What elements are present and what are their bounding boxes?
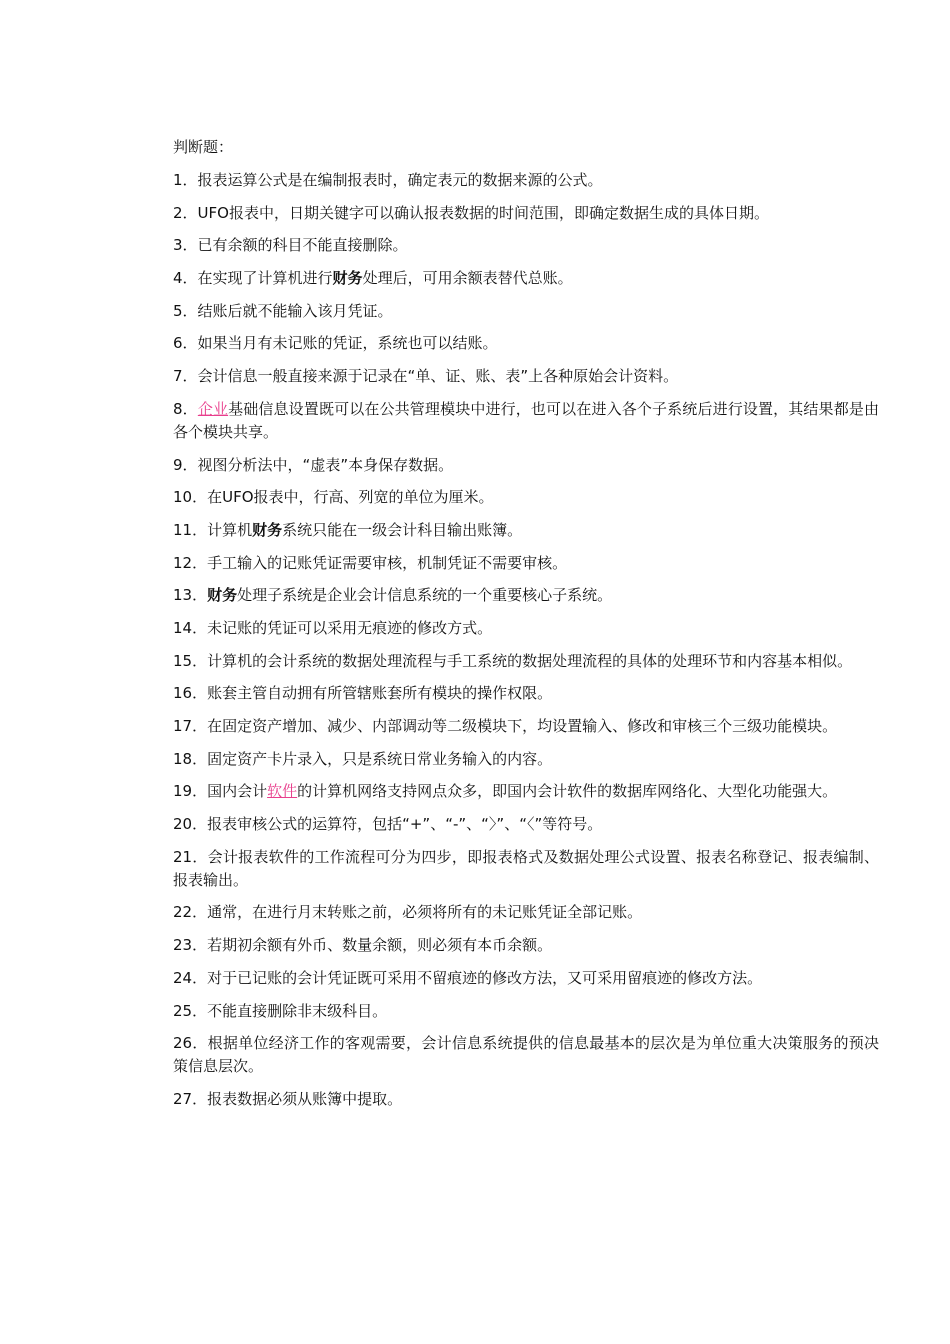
question-item: [173, 267, 879, 290]
question-text: 4．在实现了计算机进行: [173, 269, 333, 288]
question-text: 26．根据单位经济工作的客观需要，会计信息系统提供的信息最基本的层次是为单位重大决策服务的预决策信息层次。: [173, 1034, 879, 1076]
question-item: [173, 682, 879, 705]
question-text: 10．在UFO报表中，行高、列宽的单位为厘米。: [173, 488, 494, 507]
question-text: 13．: [173, 586, 208, 605]
question-item: [173, 202, 879, 225]
question-text: 27．报表数据必须从账簿中提取。: [173, 1089, 403, 1108]
question-item: [173, 454, 879, 477]
question-text: 1．报表运算公式是在编制报表时，确定表元的数据来源的公式。: [173, 171, 603, 189]
question-text: 基础信息设置既可以在公共管理模块中进行，也可以在进入各个子系统后进行设置，其结果都是由各个模块共享。: [173, 399, 879, 441]
question-item: [173, 519, 879, 542]
question-text: 19．国内会计: [173, 782, 268, 801]
question-text: 7．会计信息一般直接来源于记录在“单、证、账、表”上各种原始会计资料。: [173, 367, 679, 386]
question-text: 6．如果当月有未记账的凭证，系统也可以结账。: [173, 334, 498, 353]
question-item: [173, 1000, 879, 1023]
question-list: [173, 169, 879, 1111]
question-text: 5．结账后就不能输入该月凭证。: [173, 301, 393, 320]
question-text: 14．未记账的凭证可以采用无痕迹的修改方式。: [173, 618, 493, 637]
question-item: [173, 169, 879, 192]
question-item: [173, 780, 879, 803]
question-text: 处理子系统是企业会计信息系统的一个重要核心子系统。: [237, 586, 613, 605]
question-text: 23．若期初余额有外币、数量余额，则必须有本币余额。: [173, 936, 553, 955]
question-item: [173, 813, 879, 836]
question-text: 18．固定资产卡片录入，只是系统日常业务输入的内容。: [173, 749, 553, 768]
question-text: 15．计算机的会计系统的数据处理流程与手工系统的数据处理流程的具体的处理环节和内容基本相似。: [173, 651, 853, 670]
question-item: [173, 552, 879, 575]
question-item: [173, 398, 879, 444]
question-item: [173, 234, 879, 257]
question-item: [173, 300, 879, 323]
question-text: 的计算机网络支持网点众多，即国内会计软件的数据库网络化、大型化功能强大。: [297, 782, 838, 801]
question-item: [173, 846, 879, 892]
question-text: 11．计算机: [173, 520, 253, 539]
question-item: [173, 584, 879, 607]
question-item: [173, 650, 879, 673]
question-text: 17．在固定资产增加、减少、内部调动等二级模块下，均设置输入、修改和审核三个三级功能模块。: [173, 717, 838, 735]
question-item: [173, 967, 879, 990]
question-item: [173, 901, 879, 924]
question-text: 21．会计报表软件的工作流程可分为四步，即报表格式及数据处理公式设置、报表名称登记、报表编制、报表输出。: [173, 847, 879, 889]
question-item: [173, 1088, 879, 1111]
keyword-bold: 财务: [332, 269, 363, 288]
question-text: 24．对于已记账的会计凭证既可采用不留痕迹的修改方法，又可采用留痕迹的修改方法。: [173, 968, 763, 987]
question-text: 20．报表审核公式的运算符，包括“+”、“-”、“〉”、“〈”等符号。: [173, 815, 603, 834]
question-item: [173, 365, 879, 388]
question-item: [173, 486, 879, 509]
document-content: [173, 136, 879, 1121]
question-text: 处理后，可用余额表替代总账。: [362, 269, 573, 288]
question-text: 9．视图分析法中，“虚表”本身保存数据。: [173, 455, 454, 474]
question-text: 22．通常，在进行月末转账之前，必须将所有的未记账凭证全部记账。: [173, 903, 643, 922]
question-item: [173, 617, 879, 640]
keyword-bold: 财务: [252, 520, 283, 539]
question-text: 16．账套主管自动拥有所管辖账套所有模块的操作权限。: [173, 684, 553, 703]
keyword-link[interactable]: 软件: [267, 782, 298, 801]
question-item: [173, 332, 879, 355]
question-text: 系统只能在一级会计科目输出账簿。: [282, 520, 523, 539]
question-text: 3．已有余额的科目不能直接删除。: [173, 236, 408, 255]
question-item: [173, 934, 879, 957]
question-item: [173, 1032, 879, 1078]
question-text: 25．不能直接删除非末级科目。: [173, 1001, 388, 1020]
question-text: 8．: [173, 399, 198, 418]
keyword-bold: 财务: [207, 586, 238, 605]
question-item: [173, 748, 879, 771]
question-text: 2．UFO报表中，日期关键字可以确认报表数据的时间范围，即确定数据生成的具体日期。: [173, 203, 769, 222]
section-heading: 判断题：: [173, 138, 234, 156]
question-item: [173, 715, 879, 738]
keyword-link[interactable]: 企业: [197, 399, 229, 418]
question-text: 12．手工输入的记账凭证需要审核，机制凭证不需要审核。: [173, 553, 568, 572]
